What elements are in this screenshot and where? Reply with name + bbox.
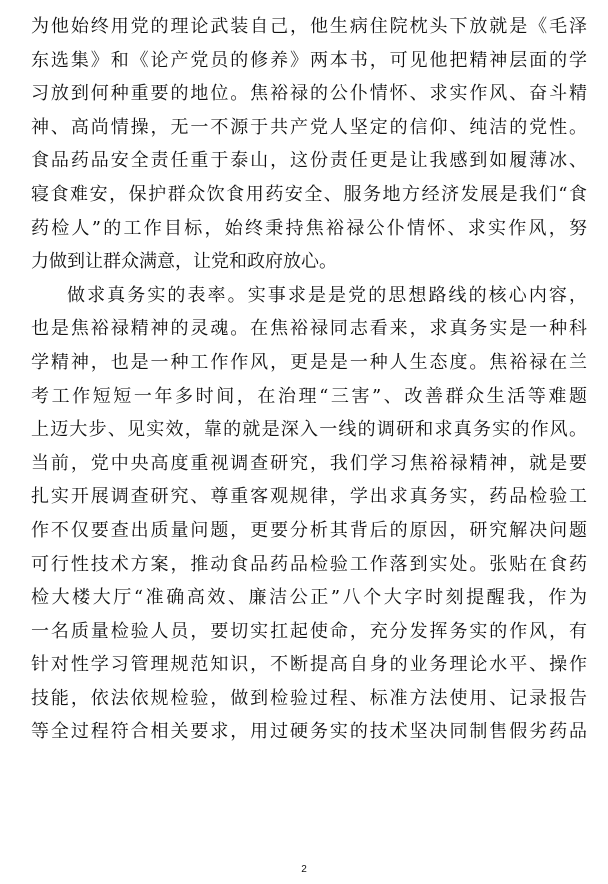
text-line: 技能，依法依规检验，做到检验过程、标准方法使用、记录报告 bbox=[31, 687, 587, 709]
text-line: 考工作短短一年多时间，在治理“三害”、改善群众生活等难题 bbox=[31, 385, 587, 407]
text-line: 作不仅要查出质量问题，更要分析其背后的原因，研究解决问题 bbox=[31, 519, 587, 541]
text-line: 神、高尚情操，无一不源于共产党人坚定的信仰、纯洁的党性。 bbox=[31, 116, 587, 138]
text-line: 可行性技术方案，推动食品药品检验工作落到实处。张贴在食药 bbox=[31, 553, 587, 575]
body-text bbox=[31, 10, 587, 749]
text-line: 也是焦裕禄精神的灵魂。在焦裕禄同志看来，求真务实是一种科 bbox=[31, 318, 587, 340]
text-line: 寝食难安，保护群众饮食用药安全、服务地方经济发展是我们“食 bbox=[31, 183, 587, 205]
text-line: 当前，党中央高度重视调查研究，我们学习焦裕禄精神，就是要 bbox=[31, 452, 587, 474]
text-line: 针对性学习管理规范知识，不断提高自身的业务理论水平、操作 bbox=[31, 654, 587, 676]
text-line: 检大楼大厅“准确高效、廉洁公正”八个大字时刻提醒我，作为 bbox=[31, 587, 587, 609]
text-line: 食品药品安全责任重于泰山，这份责任更是让我感到如履薄冰、 bbox=[31, 150, 587, 172]
text-line: 做求真务实的表率。实事求是是党的思想路线的核心内容， bbox=[67, 284, 587, 306]
text-line: 力做到让群众满意，让党和政府放心。 bbox=[31, 251, 337, 273]
text-line: 等全过程符合相关要求，用过硬务实的技术坚决同制售假劣药品 bbox=[31, 721, 587, 743]
paragraph bbox=[31, 279, 587, 749]
text-line: 药检人”的工作目标，始终秉持焦裕禄公仆情怀、求实作风，努 bbox=[31, 217, 587, 239]
paragraph bbox=[31, 10, 587, 279]
text-line: 上迈大步、见实效，靠的就是深入一线的调研和求真务实的作风。 bbox=[31, 419, 587, 441]
text-line: 为他始终用党的理论武装自己，他生病住院枕头下放就是《毛泽 bbox=[31, 16, 587, 37]
text-line: 扎实开展调查研究、尊重客观规律，学出求真务实，药品检验工 bbox=[31, 486, 587, 508]
page-number: 2 bbox=[301, 864, 307, 875]
text-line: 东选集》和《论产党员的修养》两本书，可见他把精神层面的学 bbox=[31, 49, 587, 71]
text-line: 学精神，也是一种工作作风，更是是一种人生态度。焦裕禄在兰 bbox=[31, 351, 587, 373]
text-line: 一名质量检验人员，要切实扛起使命，充分发挥务实的作风，有 bbox=[31, 620, 587, 642]
text-line: 习放到何种重要的地位。焦裕禄的公仆情怀、求实作风、奋斗精 bbox=[31, 83, 587, 105]
